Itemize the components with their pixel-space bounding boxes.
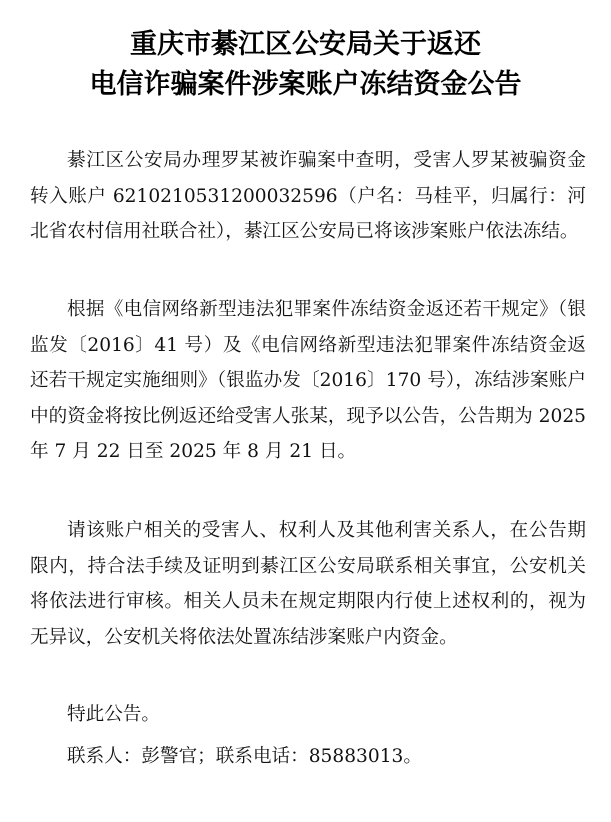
paragraph-closing: 特此公告。 xyxy=(67,704,160,725)
paragraph-refund-basis: 根据《电信网络新型违法犯罪案件冻结资金返还若干规定》（银监发〔2016〕41 号）及《电信网络新型违法犯罪案件冻结资金返还若干规定实施细则》（银监办发〔2016〕170 号），冻结涉案账户中的资金将按比例返还给受害人张某，现予以公告，公告期为 2025 年 7 月 22 日至 2025 年 8 月 21 日。 xyxy=(30,299,586,462)
notice-title-line-2: 电信诈骗案件涉案账户冻结资金公告 xyxy=(89,69,522,100)
paragraph-claim-instructions: 请该账户相关的受害人、权利人及其他利害关系人，在公告期限内，持合法手续及证明到綦江区公安局联系相关事宜，公安机关将依法进行审核。相关人员未在规定期限内行使上述权利的，视为无异议，公安机关将依法处置冻结涉案账户内资金。 xyxy=(30,520,586,648)
paragraph-account-frozen: 綦江区公安局办理罗某被诈骗案中查明，受害人罗某被骗资金转入账户 6210210531200032596（户名：马桂平，归属行：河北省农村信用社联合社），綦江区公安局已将该涉案账户依法冻结。 xyxy=(30,150,586,242)
paragraph-contact: 联系人：彭警官；联系电话：85883013。 xyxy=(67,746,422,767)
notice-title-line-1: 重庆市綦江区公安局关于返还 xyxy=(130,29,481,60)
